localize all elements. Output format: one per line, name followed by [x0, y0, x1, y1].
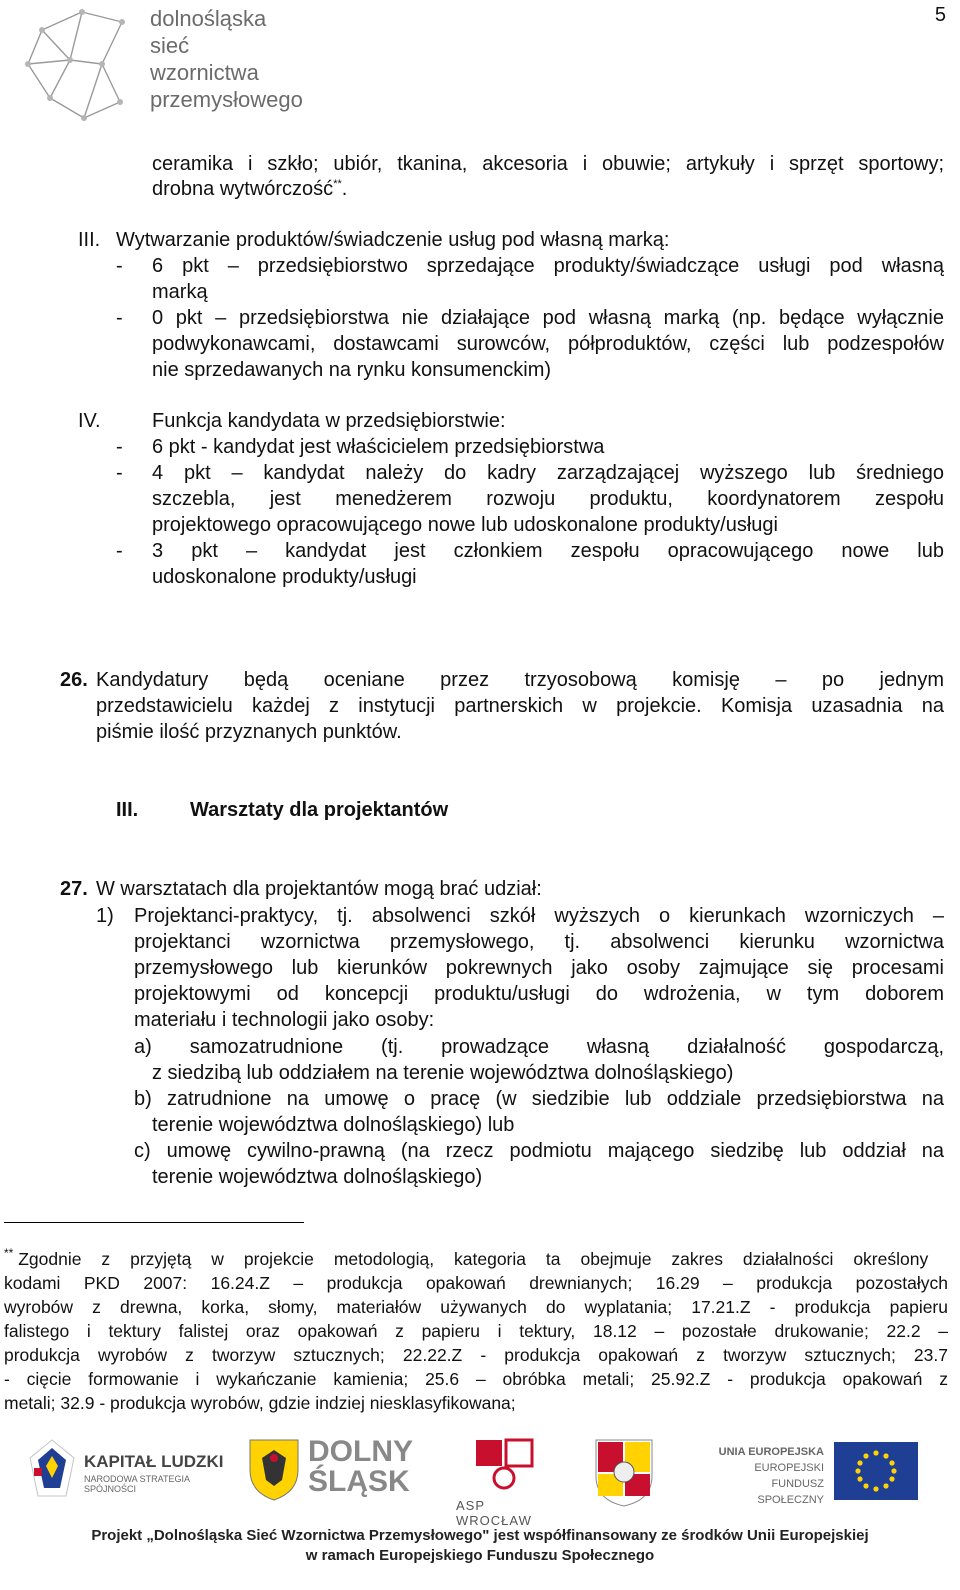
- logo-line-2: sieć: [150, 33, 190, 58]
- dolny-slask-line-2: ŚLĄSK: [308, 1465, 410, 1498]
- sec4-c-line-1: 3 pkt – kandydat jest członkiem zespołu opracowującego nowe lub: [152, 540, 944, 562]
- sec4-c-dash: -: [116, 540, 123, 562]
- cont-text: drobna wytwórczość: [152, 178, 334, 200]
- footnote-line-7: metali; 32.9 - produkcja wyrobów, gdzie indziej niesklasyfikowana;: [4, 1393, 516, 1413]
- p27-number: 27.: [60, 878, 88, 900]
- asp-emblem-icon: [472, 1434, 542, 1492]
- dolny-slask-line-1: DOLNY: [308, 1435, 413, 1468]
- footnote-line-6: - cięcie formowanie i wykańczanie kamienia; 25.6 – obróbka metali; 25.92.Z - produkcja opakowań z: [4, 1369, 948, 1389]
- sec4-number: IV.: [78, 410, 101, 432]
- sec3-b-line-2: podwykonawcami, dostawcami surowców, półproduktów, części lub podzespołów: [152, 333, 944, 355]
- sec3-title: Wytwarzanie produktów/świadczenie usług pod własną marką:: [116, 229, 670, 251]
- logo-line-3: wzornictwa: [150, 60, 259, 85]
- project-note-line-2: w ramach Europejskiego Funduszu Społecznego: [305, 1547, 655, 1564]
- p26-line-1: Kandydatury będą oceniane przez trzyosobową komisję – po jednym: [96, 669, 944, 691]
- sec3-b-line-1: 0 pkt – przedsiębiorstwa nie działające pod własną marką (np. będące wyłącznie: [152, 307, 944, 329]
- sec3-b-dash: -: [116, 307, 123, 329]
- eu-line-1: UNIA EUROPEJSKA: [718, 1446, 824, 1458]
- logo-mark-icon: [20, 2, 138, 124]
- asp-wroclaw-label: ASP WROCŁAW: [456, 1498, 532, 1528]
- logo-line-1: dolnośląska: [150, 6, 267, 31]
- item-c-line-2: terenie województwa dolnośląskiego): [152, 1166, 483, 1188]
- item-b-line-1: b) zatrudnione na umowę o pracę (w siedzibie lub oddziale przedsiębiorstwa na: [134, 1088, 944, 1110]
- item1-line-3: przemysłowego lub kierunków pokrewnych jako osoby zajmujące się procesami: [134, 957, 944, 979]
- cont-end: .: [341, 178, 348, 200]
- sec4-a-dash: -: [116, 436, 123, 458]
- footnote-text-1: Zgodnie z przyjętą w projekcie metodologią, kategoria ta obejmuje zakres działalności określony: [18, 1249, 929, 1269]
- footnote-divider: [4, 1222, 304, 1223]
- sec4-b-dash: -: [116, 462, 123, 484]
- sec4-title: Funkcja kandydata w przedsiębiorstwie:: [152, 410, 506, 432]
- footnote-mark: **: [4, 1246, 14, 1260]
- sec4-a-line-1: 6 pkt - kandydat jest właścicielem przedsiębiorstwa: [152, 436, 605, 458]
- footnote-line-4: falistego i tektury falistej oraz opakowań z papieru i tektury, 18.12 – pozostałe drukowanie; 22.2 –: [4, 1321, 948, 1341]
- footnote-line-5: produkcja wyrobów z tworzyw sztucznych; 22.22.Z - produkcja opakowań z tworzyw sztucznych; 23.7: [4, 1345, 948, 1365]
- footnote-line-2: kodami PKD 2007: 16.24.Z – produkcja opakowań drewnianych; 16.29 – produkcja pozostałych: [4, 1273, 948, 1293]
- header-logo: [20, 0, 320, 128]
- section-heading-title: Warsztaty dla projektantów: [190, 799, 449, 821]
- p26-line-2: przedstawicielu każdej z instytucji partnerskich w projekcie. Komisja uzasadnia na: [96, 695, 944, 717]
- item-c-line-1: c) umowę cywilno-prawną (na rzecz podmiotu mającego siedzibę lub oddział na: [134, 1140, 944, 1162]
- item1-number: 1): [96, 905, 114, 927]
- asp-wroclaw-logo: [452, 1434, 562, 1528]
- dolny-slask-logo: [246, 1436, 426, 1506]
- section-heading-number: III.: [116, 799, 139, 821]
- eu-logo: [706, 1442, 946, 1506]
- p26-number: 26.: [60, 669, 88, 691]
- footnote-line-3: wyrobów z drewna, korka, słomy, materiałów używanych do wyplatania; 17.21.Z - produkcja papieru: [4, 1297, 948, 1317]
- footer-logos: [0, 1432, 960, 1590]
- logo-line-4: przemysłowego: [150, 87, 303, 112]
- page-number: 5: [934, 4, 946, 26]
- cont-line-1: ceramika i szkło; ubiór, tkanina, akcesoria i obuwie; artykuły i sprzęt sportowy;: [152, 153, 944, 175]
- item1-line-4: projektowymi od koncepcji produktu/usługi do wdrożenia, w tym doborem: [134, 983, 944, 1005]
- kapital-ludzki-logo: [28, 1438, 228, 1502]
- item1-line-5: materiału i technologii jako osoby:: [134, 1009, 435, 1031]
- item1-line-2: projektanci wzornictwa przemysłowego, tj. absolwenci kierunku wzornictwa: [134, 931, 944, 953]
- sec3-a-line-2: marką: [152, 281, 208, 303]
- eu-line-2: EUROPEJSKI: [754, 1462, 824, 1474]
- sec3-a-dash: -: [116, 255, 123, 277]
- p27-line-1: W warsztatach dla projektantów mogą brać udział:: [96, 878, 542, 900]
- item-a-line-2: z siedzibą lub oddziałem na terenie województwa dolnośląskiego): [152, 1062, 734, 1084]
- item-a-line-1: a) samozatrudnione (tj. prowadzące własną działalność gospodarczą,: [134, 1036, 944, 1058]
- kapital-ludzki-emblem-icon: [28, 1438, 76, 1498]
- sec4-c-line-2: udoskonalone produkty/usługi: [152, 566, 417, 588]
- sec4-b-line-3: projektowego opracowującego nowe lub udoskonalone produkty/usługi: [152, 514, 778, 536]
- item-b-line-2: terenie województwa dolnośląskiego) lub: [152, 1114, 515, 1136]
- eu-line-3: FUNDUSZ SPOŁECZNY: [757, 1478, 824, 1506]
- eagle-crest-icon: [246, 1436, 302, 1502]
- kapital-ludzki-subtitle: NARODOWA STRATEGIA SPÓJNOŚCI: [84, 1474, 190, 1494]
- item1-line-1: Projektanci-praktycy, tj. absolwenci szkół wyższych o kierunkach wzorniczych –: [134, 905, 944, 927]
- footnote-line-1: [4, 1248, 948, 1272]
- sec4-b-line-1: 4 pkt – kandydat należy do kadry zarządzającej wyższego lub średniego: [152, 462, 944, 484]
- p26-line-3: piśmie ilość przyznanych punktów.: [96, 721, 402, 743]
- kapital-ludzki-title: KAPITAŁ LUDZKI: [84, 1452, 224, 1471]
- cont-line-2: [152, 176, 347, 202]
- project-note-line-1: Projekt „Dolnośląska Sieć Wzornictwa Przemysłowego" jest współfinansowany ze środków Unii Europejskiej: [91, 1527, 869, 1544]
- wroclaw-crest-icon: [592, 1436, 656, 1508]
- sec4-b-line-2: szczebla, jest menedżerem rozwoju produktu, koordynatorem zespołu: [152, 488, 944, 510]
- eu-flag-icon: [834, 1442, 918, 1500]
- sec3-b-line-3: nie sprzedawanych na rynku konsumenckim): [152, 359, 552, 381]
- footnote-ref: **: [333, 178, 342, 190]
- sec3-a-line-1: 6 pkt – przedsiębiorstwo sprzedające produkty/świadczące usługi pod własną: [152, 255, 944, 277]
- sec3-number: III.: [78, 229, 101, 251]
